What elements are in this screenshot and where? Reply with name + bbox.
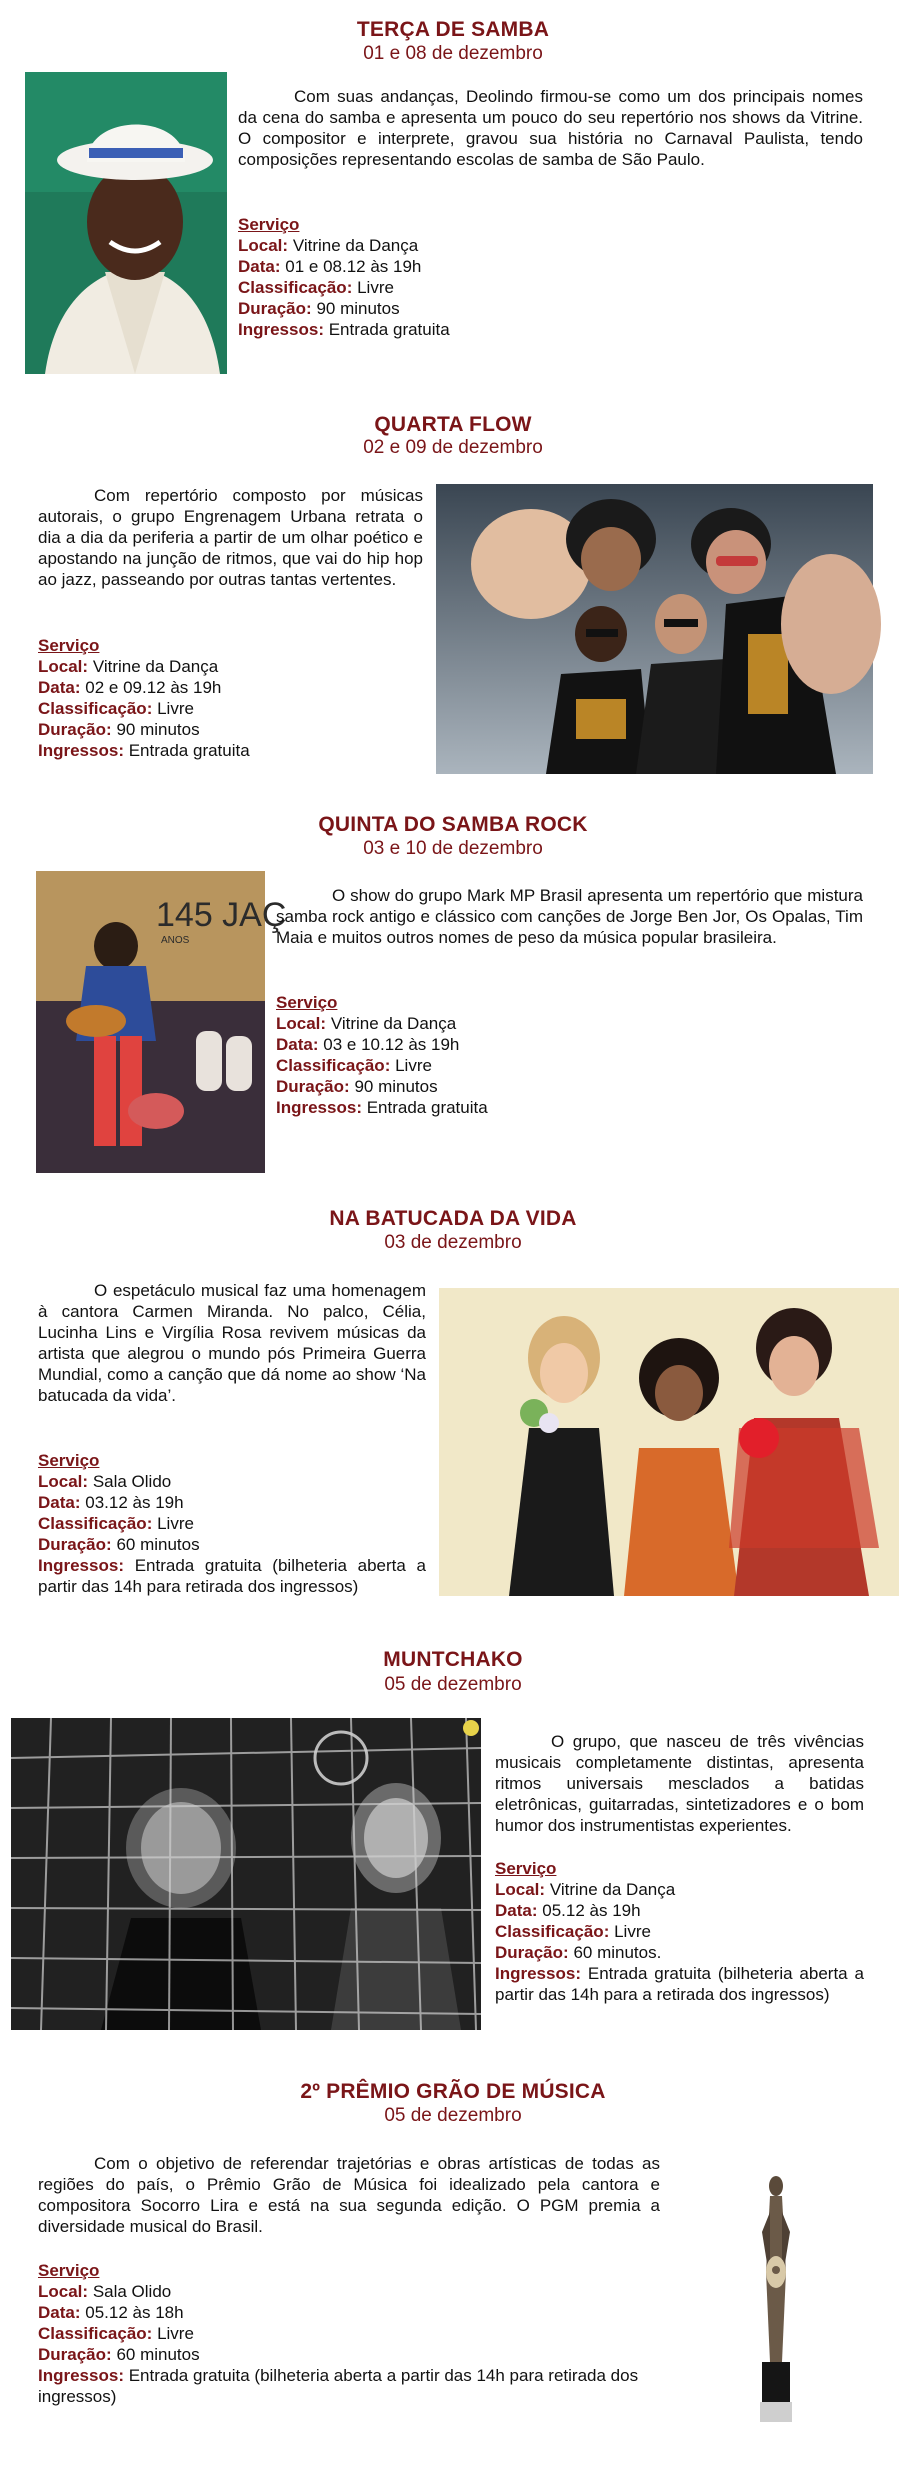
service-block: Serviço Local: Vitrine da Dança Data: 01 e 08.12 às 19h Classificação: Livre Duração: 90 minutos Ingressos: Entrada gratuita xyxy=(238,215,450,339)
service-heading: Serviço xyxy=(495,1859,557,1878)
event-date: 01 e 08 de dezembro xyxy=(363,43,543,64)
service-date: 02 e 09.12 às 19h xyxy=(85,678,222,697)
service-local: Vitrine da Dança xyxy=(549,1880,676,1899)
service-date: 05.12 às 18h xyxy=(85,2303,184,2322)
service-rating: Livre xyxy=(395,1056,432,1075)
event-date: 05 de dezembro xyxy=(384,2105,522,2126)
event-title: MUNTCHAKO xyxy=(383,1648,523,1671)
service-duration: 60 minutos. xyxy=(573,1943,662,1962)
service-date: 05.12 às 19h xyxy=(542,1901,641,1920)
service-local: Sala Olido xyxy=(92,1472,172,1491)
service-date: 03 e 10.12 às 19h xyxy=(323,1035,460,1054)
service-block: Serviço Local: Vitrine da Dança Data: 03 e 10.12 às 19h Classificação: Livre Duração: 90 minutos Ingressos: Entrada gratuita xyxy=(276,993,488,1117)
service-duration: 60 minutos xyxy=(116,1535,200,1554)
service-local: Sala Olido xyxy=(92,2282,172,2301)
service-heading: Serviço xyxy=(276,993,338,1012)
service-heading: Serviço xyxy=(38,1451,100,1470)
service-tickets: Entrada gratuita (bilheteria aberta a partir das 14h para a retirada dos ingressos) xyxy=(495,1964,864,2004)
service-block: Serviço Local: Sala Olido Data: 05.12 às 18h Classificação: Livre Duração: 60 minutos Ingressos: Entrada gratuita (bilheteria aberta a partir das 14h para retirada dos ingressos) xyxy=(38,2261,639,2406)
service-heading: Serviço xyxy=(238,215,300,234)
service-local: Vitrine da Dança xyxy=(92,657,219,676)
event-date: 05 de dezembro xyxy=(384,1674,522,1695)
service-local: Vitrine da Dança xyxy=(292,236,419,255)
service-rating: Livre xyxy=(157,699,194,718)
event-photo-batucada xyxy=(439,1288,899,1596)
service-duration: 60 minutos xyxy=(116,2345,200,2364)
event-description: Com suas andanças, Deolindo firmou-se como um dos principais nomes da cena do samba e apresenta um pouco do seu repertório nos shows da Vitrine. O compositor e interprete, gravou sua história no Carnaval Paulista, tendo composições representando escolas de samba de São Paulo. xyxy=(238,87,863,169)
event-title: NA BATUCADA DA VIDA xyxy=(329,1207,577,1230)
service-date: 03.12 às 19h xyxy=(85,1493,184,1512)
service-local: Vitrine da Dança xyxy=(330,1014,457,1033)
service-rating: Livre xyxy=(157,2324,194,2343)
service-duration: 90 minutos xyxy=(316,299,400,318)
service-heading: Serviço xyxy=(38,2261,100,2280)
event-description: O show do grupo Mark MP Brasil apresenta um repertório que mistura samba rock antigo e clássico com canções de Jorge Ben Jor, Os Opalas, Tim Maia e muitos outros nomes de peso da música popular brasileira. xyxy=(276,886,863,947)
event-title: 2º PRÊMIO GRÃO DE MÚSICA xyxy=(300,2080,606,2103)
event-photo-deolindo xyxy=(25,72,227,374)
banner-text: 145 JAÇ xyxy=(156,896,287,934)
event-photo-muntchako xyxy=(11,1718,481,2030)
service-tickets: Entrada gratuita xyxy=(128,741,250,760)
event-date: 02 e 09 de dezembro xyxy=(363,437,543,458)
event-photo-engrenagem-urbana xyxy=(436,484,873,774)
service-date: 01 e 08.12 às 19h xyxy=(285,257,422,276)
service-tickets: Entrada gratuita (bilheteria aberta a partir das 14h para retirada dos ingressos) xyxy=(38,2366,639,2406)
service-tickets: Entrada gratuita xyxy=(366,1098,488,1117)
event-description: Com repertório composto por músicas autorais, o grupo Engrenagem Urbana retrata o dia a dia da periferia a partir de um olhar poético e apostando na junção de ritmos, que vai do hip hop ao jazz, passeando por outras tantas vertentes. xyxy=(38,486,423,589)
service-rating: Livre xyxy=(357,278,394,297)
event-photo-mark-mp-brasil xyxy=(36,871,287,1173)
trophy-statuette-image xyxy=(748,2172,804,2440)
service-tickets: Entrada gratuita (bilheteria aberta a partir das 14h para retirada dos ingressos) xyxy=(38,1556,426,1596)
service-block: Serviço Local: Vitrine da Dança Data: 02 e 09.12 às 19h Classificação: Livre Duração: 90 minutos Ingressos: Entrada gratuita xyxy=(38,636,250,760)
event-description: Com o objetivo de referendar trajetórias e obras artísticas de todas as regiões do país, o Prêmio Grão de Música foi idealizado pela cantora e compositora Socorro Lira e está na sua segunda edição. O PGM premia a diversidade musical do Brasil. xyxy=(38,2154,660,2236)
service-tickets: Entrada gratuita xyxy=(328,320,450,339)
event-title: QUINTA DO SAMBA ROCK xyxy=(318,813,588,836)
service-duration: 90 minutos xyxy=(354,1077,438,1096)
event-date: 03 e 10 de dezembro xyxy=(363,838,543,859)
event-title: TERÇA DE SAMBA xyxy=(356,18,550,41)
service-rating: Livre xyxy=(614,1922,651,1941)
service-rating: Livre xyxy=(157,1514,194,1533)
service-block: Serviço Local: Sala Olido Data: 03.12 às 19h Classificação: Livre Duração: 60 minutos Ingressos: Entrada gratuita (bilheteria aberta a partir das 14h para retirada dos ingressos) xyxy=(38,1451,426,1596)
banner-subtext: ANOS xyxy=(161,935,190,946)
event-description: O espetáculo musical faz uma homenagem à cantora Carmen Miranda. No palco, Célia, Lucinha Lins e Virgília Rosa revivem músicas da artista que alegrou o mundo pós Primeira Guerra Mundial, como a canção que dá nome ao show ‘Na batucada da vida’. xyxy=(38,1281,426,1405)
event-title: QUARTA FLOW xyxy=(374,413,532,436)
service-block: Serviço Local: Vitrine da Dança Data: 05.12 às 19h Classificação: Livre Duração: 60 minutos. Ingressos: Entrada gratuita (bilheteria aberta a partir das 14h para a retirada dos ingressos) xyxy=(495,1859,864,2004)
event-date: 03 de dezembro xyxy=(384,1232,522,1253)
service-heading: Serviço xyxy=(38,636,100,655)
event-description: O grupo, que nasceu de três vivências musicais completamente distintas, apresenta ritmos universais mesclados a batidas eletrônicas, guitarradas, sintetizadores e o bom humor dos instrumentistas experientes. xyxy=(495,1732,864,1835)
service-duration: 90 minutos xyxy=(116,720,200,739)
